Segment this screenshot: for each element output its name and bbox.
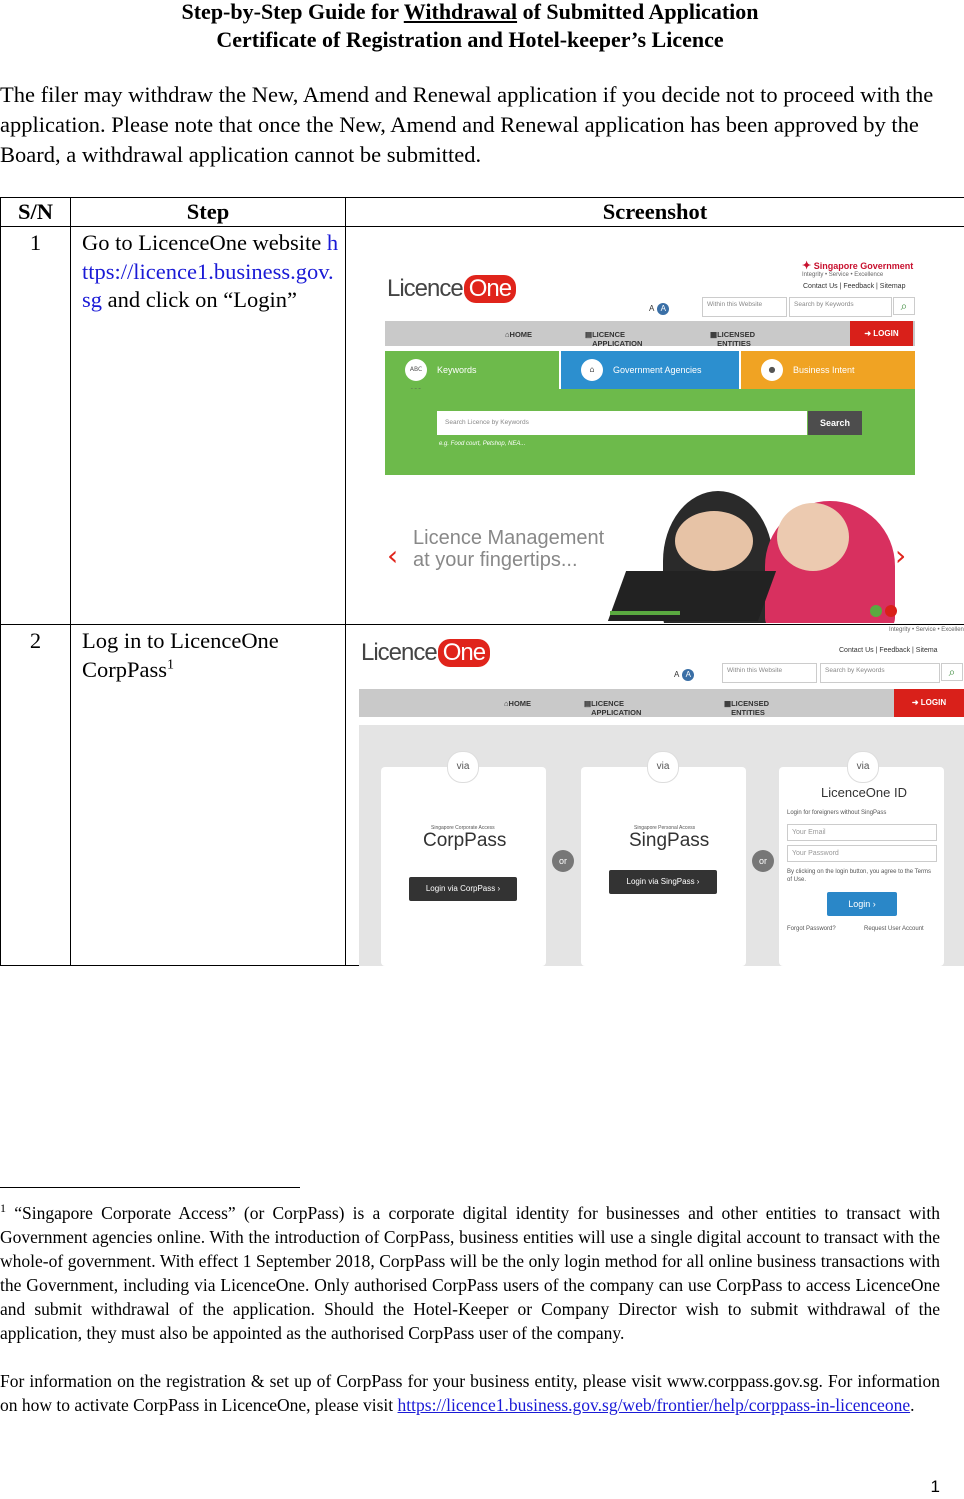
singpass-card bbox=[581, 767, 746, 966]
site-search-input[interactable]: Search by Keywords bbox=[820, 663, 940, 683]
licenceone-id-logo: LicenceOne ID bbox=[821, 785, 907, 800]
password-field[interactable]: Your Password bbox=[787, 845, 937, 862]
nav-home[interactable]: ⌂ HOME bbox=[505, 330, 533, 339]
person-face bbox=[777, 503, 849, 571]
document-title-line-2: Certificate of Registration and Hotel-keeper’s Licence bbox=[216, 27, 724, 52]
header-step: Step bbox=[71, 198, 346, 227]
nav-home[interactable]: ⌂ HOME bbox=[504, 699, 532, 708]
page-number: 1 bbox=[930, 1477, 940, 1496]
steps-table bbox=[0, 197, 964, 966]
nav-licensed-entities[interactable]: ▦ LICENSED ENTITIES bbox=[710, 330, 756, 348]
singapore-government-logo: ✦ Singapore Government Integrity • Service • Excellence bbox=[802, 260, 914, 278]
tab-government-agencies[interactable]: ⌂ Government Agencies bbox=[561, 351, 739, 389]
top-links[interactable]: Contact Us | Feedback | Sitema bbox=[839, 647, 938, 654]
licenceone-logo: Licence One bbox=[387, 275, 516, 303]
site-search-scope[interactable]: Within this Website bbox=[702, 297, 787, 317]
licenceone-home-screenshot bbox=[377, 253, 919, 623]
login-via-singpass-button[interactable]: Login via SingPass › bbox=[609, 870, 717, 894]
font-size-controls[interactable]: A A bbox=[649, 303, 672, 315]
table-row bbox=[1, 227, 964, 625]
singpass-tagline: Singapore Personal Access bbox=[634, 825, 696, 831]
person-face bbox=[675, 511, 753, 571]
carousel-play-icon[interactable] bbox=[870, 605, 882, 617]
search-icon[interactable]: ⌕ bbox=[941, 663, 963, 681]
screenshot-cell bbox=[346, 625, 964, 966]
licenceone-id-login-button[interactable]: Login › bbox=[827, 892, 897, 916]
title-underlined-word: Withdrawal bbox=[403, 0, 518, 24]
site-search-scope[interactable]: Within this Website bbox=[722, 663, 817, 683]
request-account-link[interactable]: Request User Account bbox=[864, 926, 924, 932]
login-via-corppass-button[interactable]: Login via CorpPass › bbox=[409, 877, 517, 901]
screenshot-cell bbox=[346, 227, 964, 625]
row-number: 2 bbox=[1, 625, 71, 966]
site-search-input[interactable]: Search by Keywords bbox=[789, 297, 892, 317]
tab-keywords[interactable]: ABC Keywords bbox=[385, 351, 559, 389]
terms-notice: By clicking on the login button, you agree to the Terms of Use. bbox=[787, 869, 931, 883]
main-nav bbox=[359, 689, 964, 717]
via-badge: via bbox=[647, 751, 679, 783]
step-description: Go to LicenceOne website https://licence1.business.gov.sg and click on “Login” bbox=[71, 227, 346, 625]
licenceone-login-screenshot bbox=[359, 625, 964, 966]
hero-banner bbox=[385, 481, 915, 623]
licenceone-id-subtitle: Login for foreigners without SingPass bbox=[787, 810, 887, 816]
email-field[interactable]: Your Email bbox=[787, 824, 937, 841]
search-example-hint: e.g. Food court, Petshop, NEA... bbox=[439, 441, 526, 447]
or-divider: or bbox=[752, 850, 774, 872]
via-badge: via bbox=[447, 751, 479, 783]
carousel-prev-icon[interactable]: ‹ bbox=[387, 539, 399, 572]
licenceone-logo: Licence One bbox=[361, 639, 490, 667]
footnote-separator bbox=[0, 1187, 300, 1188]
licenceone-link[interactable]: https://licence1.business.gov.sg bbox=[82, 230, 339, 312]
font-size-controls[interactable]: A A bbox=[674, 669, 697, 681]
keyword-search-button[interactable]: Search bbox=[808, 411, 862, 435]
corppass-card bbox=[381, 767, 546, 966]
footnote bbox=[0, 1201, 940, 1417]
header-screenshot: Screenshot bbox=[346, 198, 964, 227]
carousel-indicator[interactable] bbox=[610, 611, 680, 615]
search-tabs bbox=[385, 351, 915, 389]
table-row bbox=[1, 625, 964, 966]
gov-tagline: Integrity • Service • Excellen bbox=[889, 627, 964, 633]
corppass-help-link[interactable]: https://licence1.business.gov.sg/web/frontier/help/corppass-in-licenceone bbox=[397, 1395, 911, 1415]
nav-licence-application[interactable]: ▤ LICENCE APPLICATION bbox=[585, 330, 643, 348]
footnote-marker: 1 bbox=[167, 657, 175, 672]
forgot-password-link[interactable]: Forgot Password? bbox=[787, 926, 836, 932]
header-sn: S/N bbox=[1, 198, 71, 227]
singpass-logo: SingPass bbox=[629, 830, 710, 851]
corppass-tagline: Singapore Corporate Access bbox=[431, 825, 495, 831]
nav-licence-application[interactable]: ▤ LICENCE APPLICATION bbox=[584, 699, 642, 717]
tab-business-intent[interactable]: ● Business Intent bbox=[741, 351, 915, 389]
login-button[interactable]: ➜ LOGIN bbox=[894, 689, 964, 717]
corppass-logo: CorpPass bbox=[423, 830, 507, 851]
keyword-search-input[interactable]: Search Licence by Keywords bbox=[437, 411, 807, 435]
carousel-next-icon[interactable]: › bbox=[895, 539, 907, 572]
row-number: 1 bbox=[1, 227, 71, 625]
document-title-line-1: Step-by-Step Guide for Withdrawal of Submitted Application bbox=[181, 0, 759, 24]
nav-licensed-entities[interactable]: ▦ LICENSED ENTITIES bbox=[724, 699, 770, 717]
carousel-pause-icon[interactable] bbox=[885, 605, 897, 617]
via-badge: via bbox=[847, 751, 879, 783]
or-divider: or bbox=[552, 850, 574, 872]
search-icon[interactable]: ⌕ bbox=[893, 297, 915, 315]
footnote-paragraph-1: $^1$ “Singapore Corporate Access” (or CorpPass) is a corporate digital identity for businesses and other entities to transact with Government agencies online. With the introduction of CorpPass, business entities will use a single digital account to transact with the whole-of government. With effect 1 September 2018, CorpPass will be the only login method for all online business transactions with the Government, including via LicenceOne. Only authorised CorpPass users of the company can use CorpPass to access LicenceOne and submit withdrawal of the application. Should the Hotel-Keeper or Company Director wish to submit withdrawal of the application, they must also be appointed as the authorised CorpPass user of the company. bbox=[0, 1201, 941, 1343]
login-button[interactable]: ➜ LOGIN bbox=[850, 321, 913, 346]
table-header-row bbox=[1, 198, 964, 227]
top-links[interactable]: Contact Us | Feedback | Sitemap bbox=[803, 283, 906, 290]
step-description: Log in to LicenceOne CorpPass$^1$ bbox=[71, 625, 346, 966]
footnote-paragraph-2: For information on the registration & set up of CorpPass for your business entity, please visit www.corppass.gov.sg. For information on how to activate CorpPass in LicenceOne, please visit https://licence1.business.gov.sg/web/frontier/help/corppass-in-licenceone. bbox=[0, 1371, 940, 1415]
main-nav bbox=[385, 321, 915, 346]
hero-text: Licence Management at your fingertips... bbox=[413, 527, 605, 571]
intro-paragraph: The filer may withdraw the New, Amend and Renewal application if you decide not to proceed with the application. Please note that once the New, Amend and Renewal application has been approved by the Board, a withdrawal application cannot be submitted. bbox=[0, 82, 934, 167]
